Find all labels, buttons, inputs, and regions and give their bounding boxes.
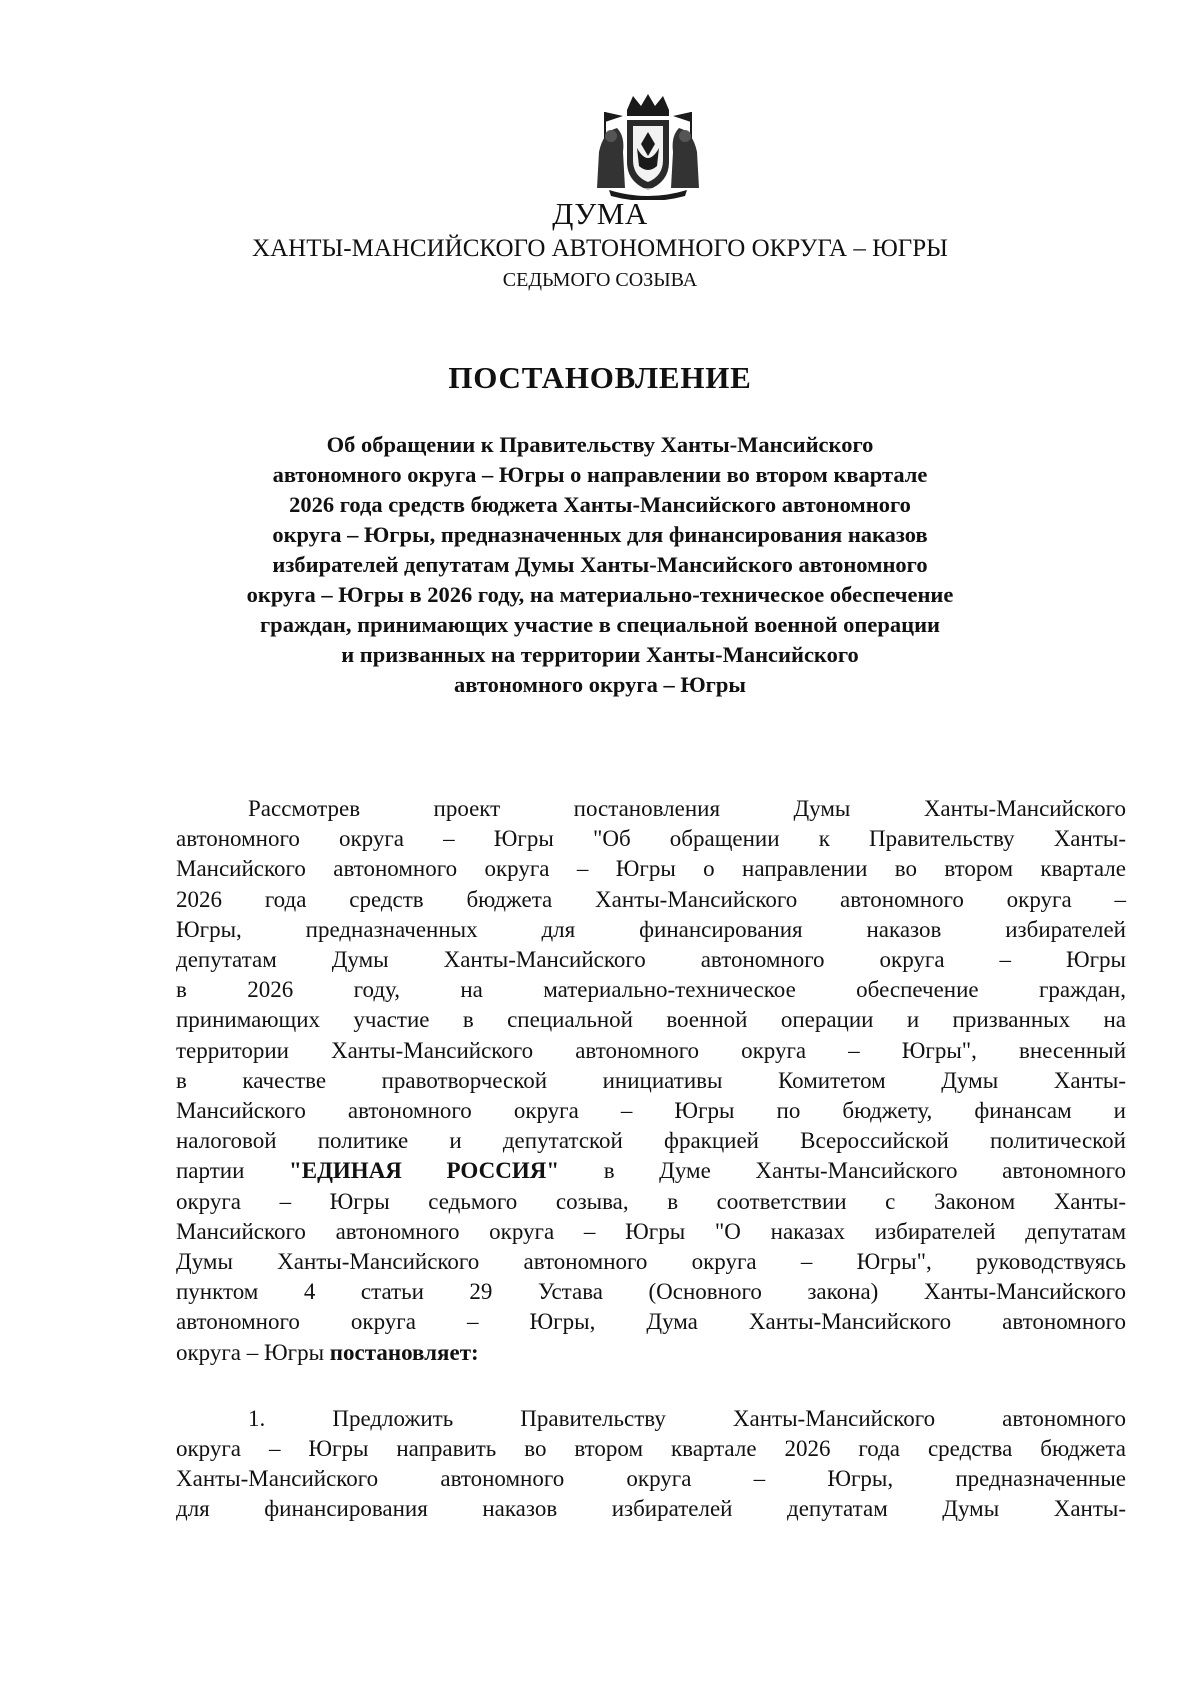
- preamble-line: автономного округа – Югры, Дума Ханты-Мансийского автономного: [176, 1309, 1126, 1335]
- party-suffix: в Думе Ханты-Мансийского автономного: [559, 1158, 1126, 1184]
- item-1-paragraph: [176, 1404, 1126, 1525]
- preamble-line: принимающих участие в специальной военной операции и призванных на: [176, 1007, 1126, 1033]
- preamble-paragraph: [176, 794, 1126, 1368]
- subject-line: округа – Югры, предназначенных для финансирования наказов: [272, 522, 928, 547]
- preamble-line: Мансийского автономного округа – Югры по бюджету, финансам и: [176, 1098, 1126, 1124]
- item-1-line: Ханты-Мансийского автономного округа – Югры, предназначенные: [176, 1466, 1126, 1492]
- coat-of-arms-icon: [589, 92, 707, 200]
- item-1-line: 1. Предложить Правительству Ханты-Мансийского автономного: [248, 1405, 1126, 1431]
- subject-line: округа – Югры в 2026 году, на материально-техническое обеспечение: [246, 582, 954, 607]
- subject-line: 2026 года средств бюджета Ханты-Мансийского автономного: [289, 492, 911, 517]
- preamble-line: округа – Югры седьмого созыва, в соответствии с Законом Ханты-: [176, 1188, 1126, 1214]
- document-body: [176, 794, 1126, 1525]
- preamble-line: 2026 года средств бюджета Ханты-Мансийского автономного округа –: [176, 886, 1126, 912]
- document-header: [0, 196, 1200, 294]
- resolution-line: [176, 1338, 1126, 1368]
- preamble-line: Югры, предназначенных для финансирования наказов избирателей: [176, 916, 1126, 942]
- party-prefix: партии: [176, 1158, 289, 1184]
- item-1-line: округа – Югры направить во втором квартале 2026 года средства бюджета: [176, 1436, 1126, 1462]
- party-name: "ЕДИНАЯ РОССИЯ": [288, 1158, 560, 1184]
- subject-line: граждан, принимающих участие в специальной военной операции: [259, 612, 941, 637]
- document-subject: [0, 430, 1200, 700]
- preamble-line: налоговой политике и депутатской фракцией Всероссийской политической: [176, 1128, 1126, 1154]
- subject-line: и призванных на территории Ханты-Мансийского: [341, 642, 859, 667]
- resolution-verb: постановляет:: [329, 1339, 479, 1365]
- preamble-line: Мансийского автономного округа – Югры о направлении во втором квартале: [176, 856, 1126, 882]
- preamble-line: автономного округа – Югры "Об обращении к Правительству Ханты-: [176, 826, 1126, 852]
- preamble-line: в качестве правотворческой инициативы Комитетом Думы Ханты-: [176, 1067, 1126, 1093]
- subject-line: избирателей депутатам Думы Ханты-Мансийского автономного: [272, 552, 928, 577]
- resolution-prefix: округа – Югры: [176, 1339, 330, 1365]
- preamble-line: депутатам Думы Ханты-Мансийского автономного округа – Югры: [176, 947, 1126, 973]
- duma-title: ДУМА: [552, 196, 648, 231]
- convocation-title: СЕДЬМОГО СОЗЫВА: [502, 269, 698, 291]
- preamble-line: Мансийского автономного округа – Югры "О наказах избирателей депутатам: [176, 1218, 1126, 1244]
- subject-line: автономного округа – Югры о направлении во втором квартале: [272, 462, 928, 487]
- party-line: [176, 1156, 1126, 1186]
- preamble-line: пунктом 4 статьи 29 Устава (Основного закона) Ханты-Мансийского: [176, 1279, 1126, 1305]
- preamble-line: в 2026 году, на материально-техническое обеспечение граждан,: [176, 977, 1126, 1003]
- preamble-line: Рассмотрев проект постановления Думы Ханты-Мансийского: [248, 796, 1126, 821]
- district-title: ХАНТЫ-МАНСИЙСКОГО АВТОНОМНОГО ОКРУГА – ЮГРЫ: [252, 235, 948, 262]
- document-type-heading: ПОСТАНОВЛЕНИЕ: [448, 360, 752, 395]
- subject-line: Об обращении к Правительству Ханты-Мансийского: [326, 432, 874, 457]
- preamble-line: территории Ханты-Мансийского автономного округа – Югры", внесенный: [176, 1037, 1126, 1063]
- preamble-line: Думы Ханты-Мансийского автономного округа – Югры", руководствуясь: [176, 1249, 1126, 1275]
- item-1-line: для финансирования наказов избирателей депутатам Думы Ханты-: [176, 1496, 1126, 1522]
- subject-line: автономного округа – Югры: [454, 672, 746, 697]
